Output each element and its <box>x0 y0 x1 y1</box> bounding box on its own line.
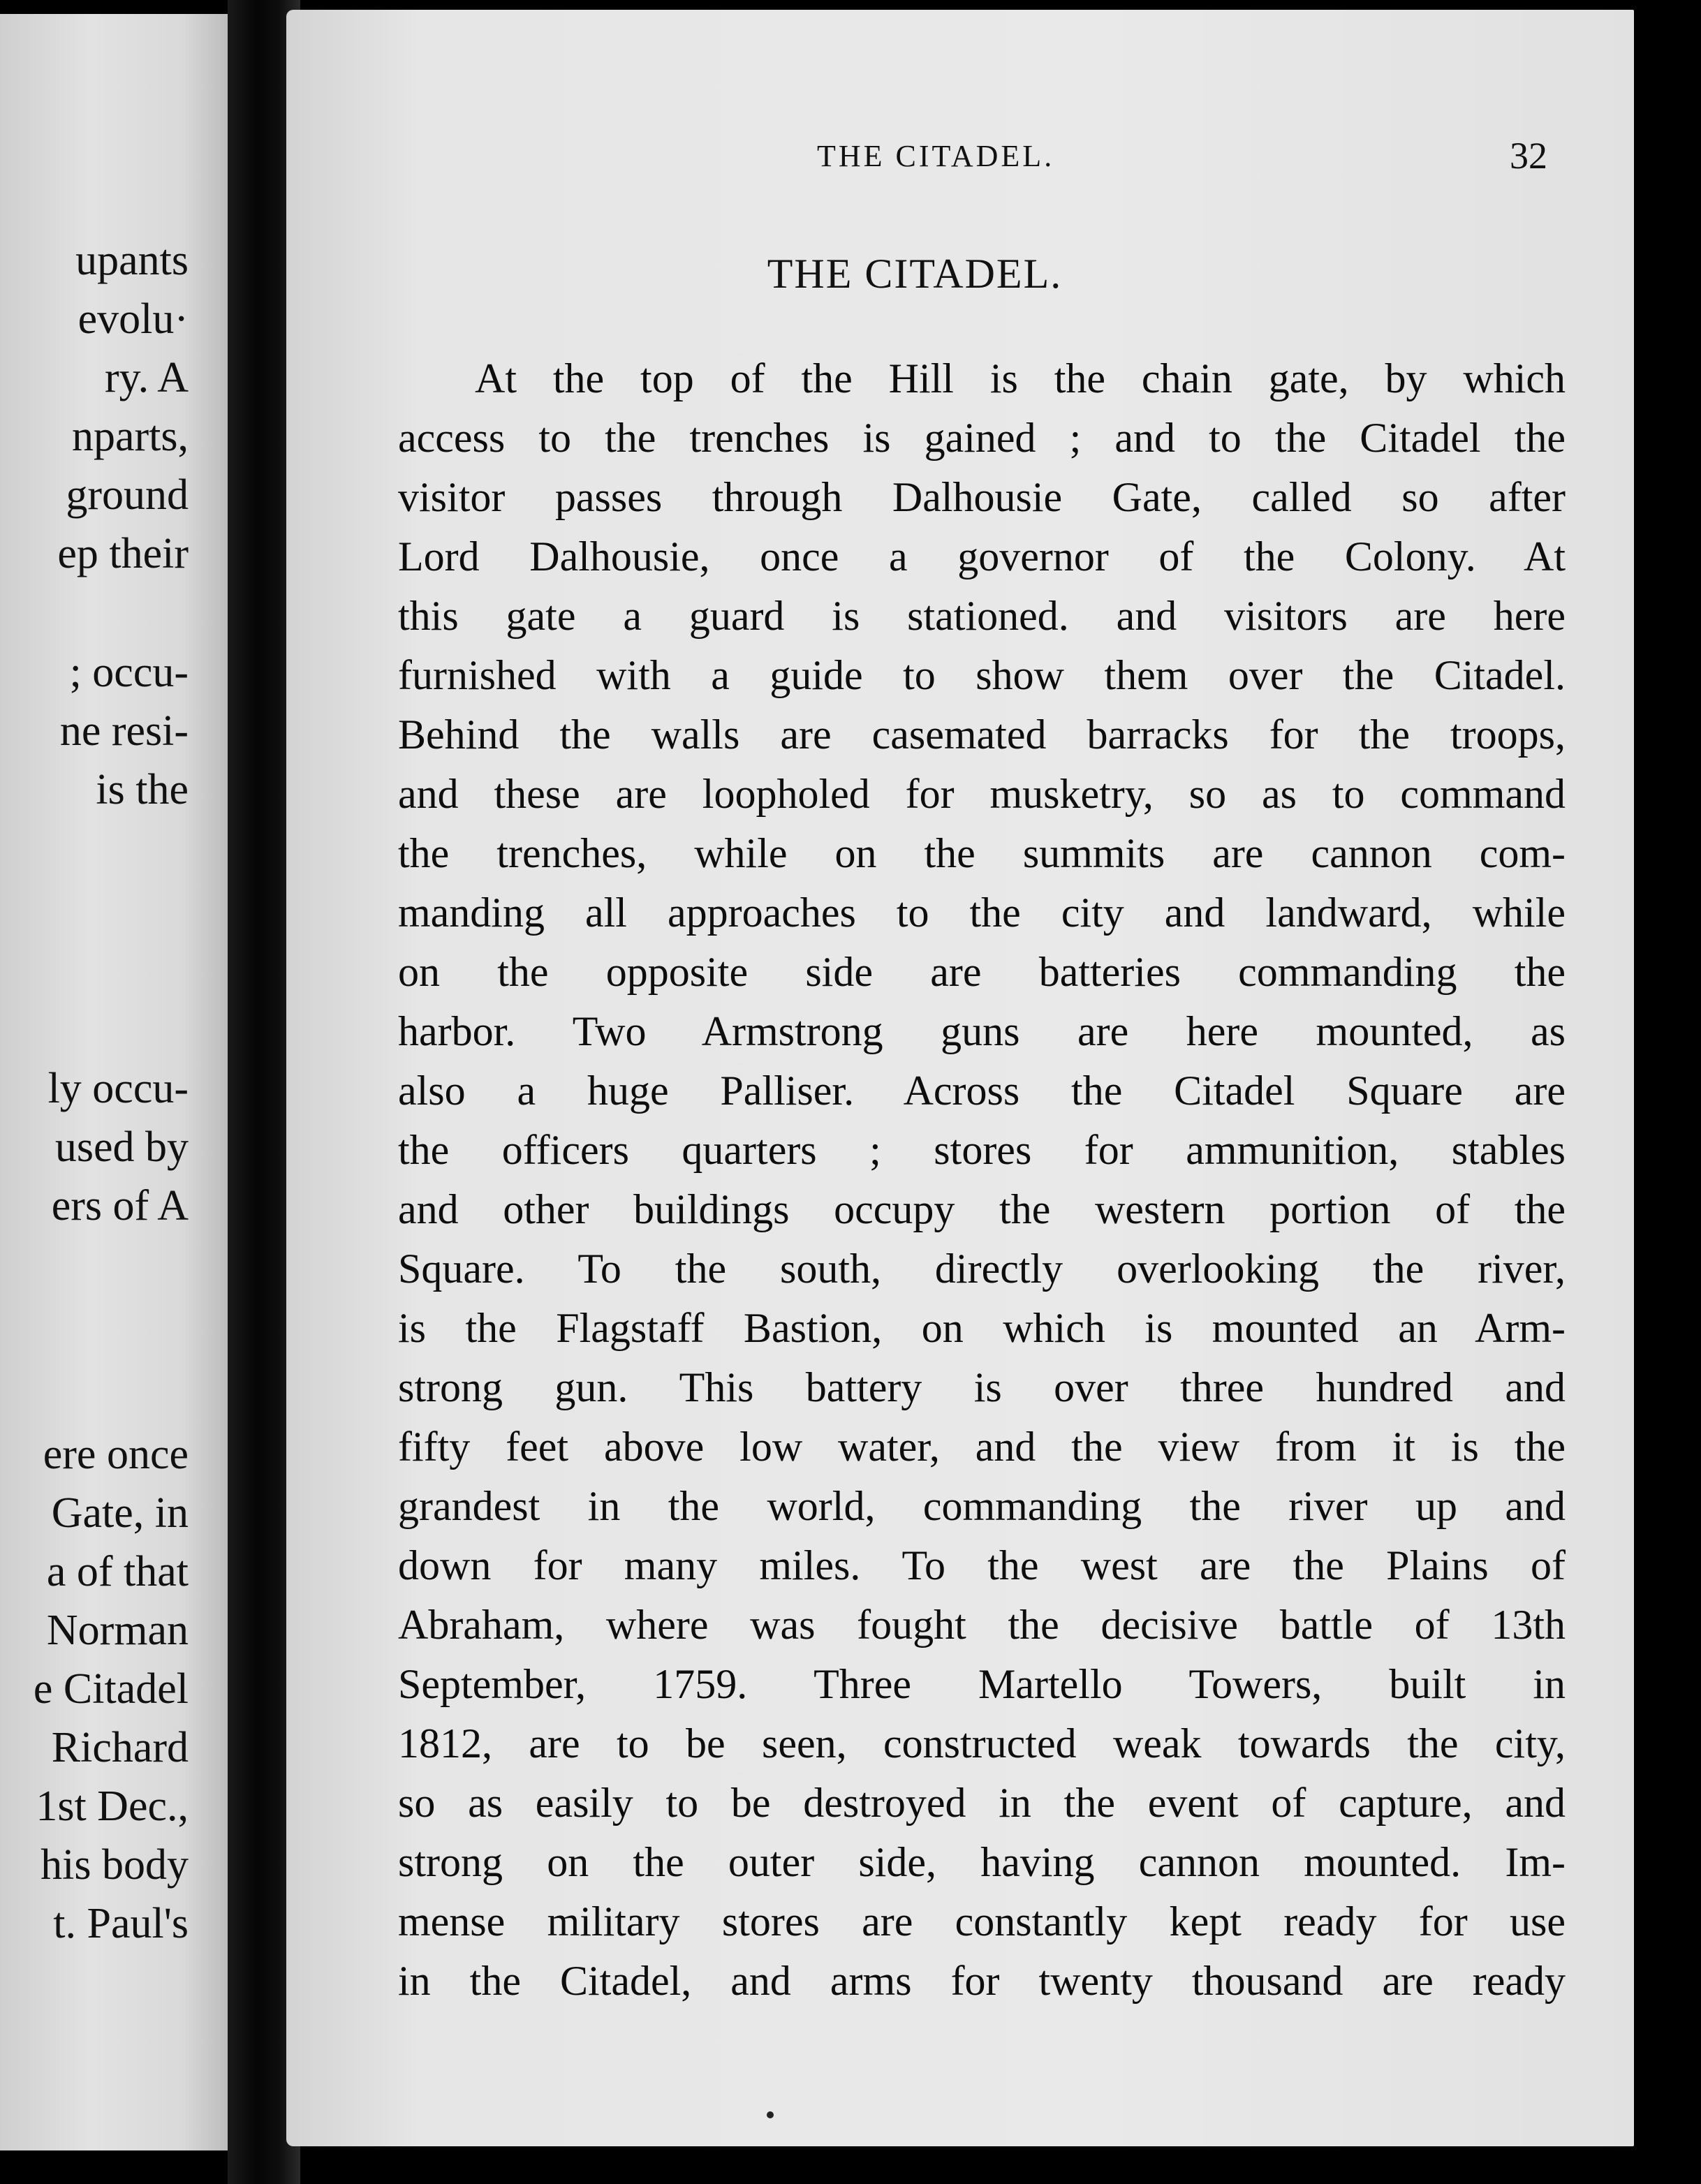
chapter-title: THE CITADEL. <box>767 251 1063 297</box>
left-page-line: ep their <box>57 530 189 577</box>
left-page <box>0 14 228 2150</box>
text-line: access to the trenches is gained ; and to the Citadel the <box>398 415 1566 461</box>
text-line: September, 1759. Three Martello Towers, built in <box>398 1661 1566 1707</box>
left-page-line: ne resi- <box>59 707 189 755</box>
left-page-line: e Citadel <box>33 1665 189 1713</box>
left-page-line: ground <box>66 471 189 519</box>
text-line: Behind the walls are casemated barracks for the troops, <box>398 711 1566 758</box>
running-title: THE CITADEL. <box>817 139 1055 173</box>
left-page-line: ere once <box>43 1431 189 1478</box>
left-page-line: t. Paul's <box>53 1900 189 1947</box>
text-line: this gate a guard is stationed. and visitors are here <box>398 593 1566 639</box>
running-head <box>286 135 1634 187</box>
scan-edge <box>1634 0 1701 2184</box>
text-line: also a huge Palliser. Across the Citadel Square are <box>398 1068 1566 1114</box>
print-speck <box>767 2111 774 2118</box>
text-line: visitor passes through Dalhousie Gate, called so after <box>398 474 1566 520</box>
text-line: so as easily to be destroyed in the event of capture, and <box>398 1780 1566 1826</box>
text-line: Square. To the south, directly overlooking the river, <box>398 1246 1566 1292</box>
body-paragraph <box>398 349 1566 2011</box>
text-line: in the Citadel, and arms for twenty thousand are ready <box>398 1958 1566 2004</box>
left-page-line: upants <box>75 237 189 284</box>
left-page-line: ry. A <box>105 354 189 401</box>
left-page-line: Richard <box>51 1724 189 1771</box>
left-page-line: is the <box>96 766 189 813</box>
text-line: is the Flagstaff Bastion, on which is mounted an Arm- <box>398 1305 1566 1351</box>
left-page-line: 1st Dec., <box>36 1783 189 1830</box>
text-line: down for many miles. To the west are the Plains of <box>398 1542 1566 1588</box>
text-line: Abraham, where was fought the decisive battle of 13th <box>398 1602 1566 1648</box>
text-line: furnished with a guide to show them over the Citadel. <box>398 652 1566 698</box>
left-page-line: ; occu- <box>69 649 189 696</box>
left-page-line: used by <box>54 1123 189 1171</box>
text-line: fifty feet above low water, and the view from it is the <box>398 1424 1566 1470</box>
left-page-line: ers of A <box>51 1182 189 1230</box>
text-line: grandest in the world, commanding the river up and <box>398 1483 1566 1529</box>
text-line: 1812, are to be seen, constructed weak towards the city, <box>398 1720 1566 1766</box>
text-line: manding all approaches to the city and landward, while <box>398 890 1566 936</box>
text-line: and these are loopholed for musketry, so as to command <box>398 771 1566 817</box>
text-line: harbor. Two Armstrong guns are here mounted, as <box>398 1008 1566 1054</box>
text-line: Lord Dalhousie, once a governor of the Colony. At <box>398 533 1566 580</box>
text-line: the officers quarters ; stores for ammunition, stables <box>398 1127 1566 1173</box>
right-page <box>286 10 1634 2146</box>
text-line: and other buildings occupy the western portion of the <box>398 1186 1566 1232</box>
text-line: mense military stores are constantly kept ready for use <box>398 1898 1566 1945</box>
left-page-line: Norman <box>46 1607 189 1654</box>
page-number: 32 <box>1510 135 1547 177</box>
left-page-line: his body <box>40 1841 189 1889</box>
left-page-line: Gate, in <box>51 1489 189 1537</box>
text-line: the trenches, while on the summits are cannon com- <box>398 830 1566 876</box>
text-line: strong gun. This battery is over three hundred and <box>398 1364 1566 1410</box>
left-page-line: evolu· <box>78 295 189 343</box>
text-line: At the top of the Hill is the chain gate, by which <box>475 355 1566 401</box>
text-line: strong on the outer side, having cannon mounted. Im- <box>398 1839 1566 1885</box>
text-line: on the opposite side are batteries commanding the <box>398 949 1566 995</box>
left-page-line: ly occu- <box>47 1065 189 1112</box>
left-page-line: nparts, <box>71 413 189 460</box>
left-page-line: a of that <box>46 1548 189 1595</box>
